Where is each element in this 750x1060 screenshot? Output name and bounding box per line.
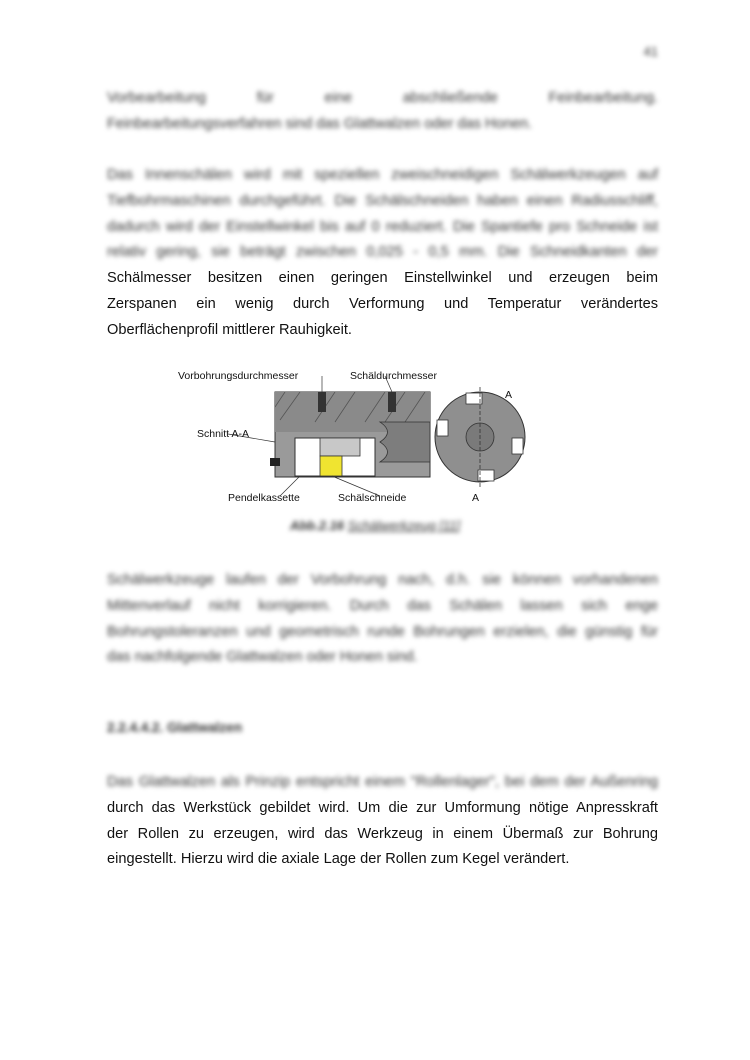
section-heading: 2.2.4.4.2. Glattwalzen [107,720,243,735]
text-line: dadurch wird der Einstellwinkel bis auf 0 reduziert. Die Spantiefe pro Schneide ist [107,218,658,235]
label-section-a-bottom: A [472,492,480,504]
text-line: der Rollen zu erzeugen, wird das Werkzeug in einem Übermaß zur Bohrung [107,825,658,842]
label-pendelkassette: Pendelkassette [228,492,300,504]
screw-left [318,392,326,412]
text-line: Schälwerkzeuge laufen der Vorbohrung nach, d.h. sie können vorhandenen [107,572,658,588]
tool-thread [380,422,430,462]
text-line: das nachfolgende Glattwalzen oder Honen sind. [107,649,418,666]
text-line: Mittenverlauf nicht korrigieren. Durch das Schälen lassen sich enge [107,597,658,614]
text-line: eingestellt. Hierzu wird die axiale Lage der Rollen zum Kegel verändert. [107,851,570,868]
text-line: Tiefbohrmaschinen durchgeführt. Die Schälschneiden haben einen Radiusschliff, [107,192,658,209]
label-schnitt-a-a: Schnitt A-A [197,428,249,440]
insert-pocket [437,420,448,436]
text-line: Zerspanen ein wenig durch Verformung und Temperatur verändertes [107,295,658,312]
paragraph-1 [107,86,658,138]
text-line: Feinbearbeitungsverfahren sind das Glattwalzen oder das Honen. [107,115,533,132]
paragraph-2 [107,163,658,344]
text-line: relativ gering, sie beträgt zwischen 0,025 - 0,5 mm. Die Schneidkanten der [107,244,658,261]
screw-right [388,392,396,412]
paragraph-4 [107,770,658,873]
adjust-screw [270,458,280,466]
label-vorbohrungsdurchmesser: Vorbohrungsdurchmesser [178,370,299,382]
text-line: Das Glattwalzen als Prinzip entspricht einem "Rollenlager", bei dem der Außenring [107,774,658,790]
text-line: Vorbearbeitung für eine abschließende Feinbearbeitung. [107,90,658,106]
figure-caption [0,518,750,533]
figure-schaelwerkzeug [180,362,540,512]
insert-pocket [512,438,523,454]
cutter-holder [320,438,360,456]
label-schaelschneide: Schälschneide [338,492,407,504]
label-schaeldurchmesser: Schäldurchmesser [350,370,437,382]
paragraph-3 [107,568,658,671]
text-line: Bohrungstoleranzen und geometrisch runde Bohrungen erzielen, die günstig für [107,623,658,640]
text-line: durch das Werkstück gebildet wird. Um die zur Umformung nötige Anpresskraft [107,799,658,816]
text-line: Schälmesser besitzen einen geringen Einstellwinkel und erzeugen beim [107,270,658,287]
page-number: 41 [643,44,658,59]
caption-text: Schälwerkzeug [11] [347,518,461,533]
schaelschneide-insert [320,456,342,476]
text-line: Oberflächenprofil mittlerer Rauhigkeit. [107,321,352,338]
text-line: Das Innenschälen wird mit speziellen zweischneidigen Schälwerkzeugen auf [107,167,658,183]
label-section-a-top: A [505,389,513,401]
caption-number: Abb.2.16 [289,518,345,533]
